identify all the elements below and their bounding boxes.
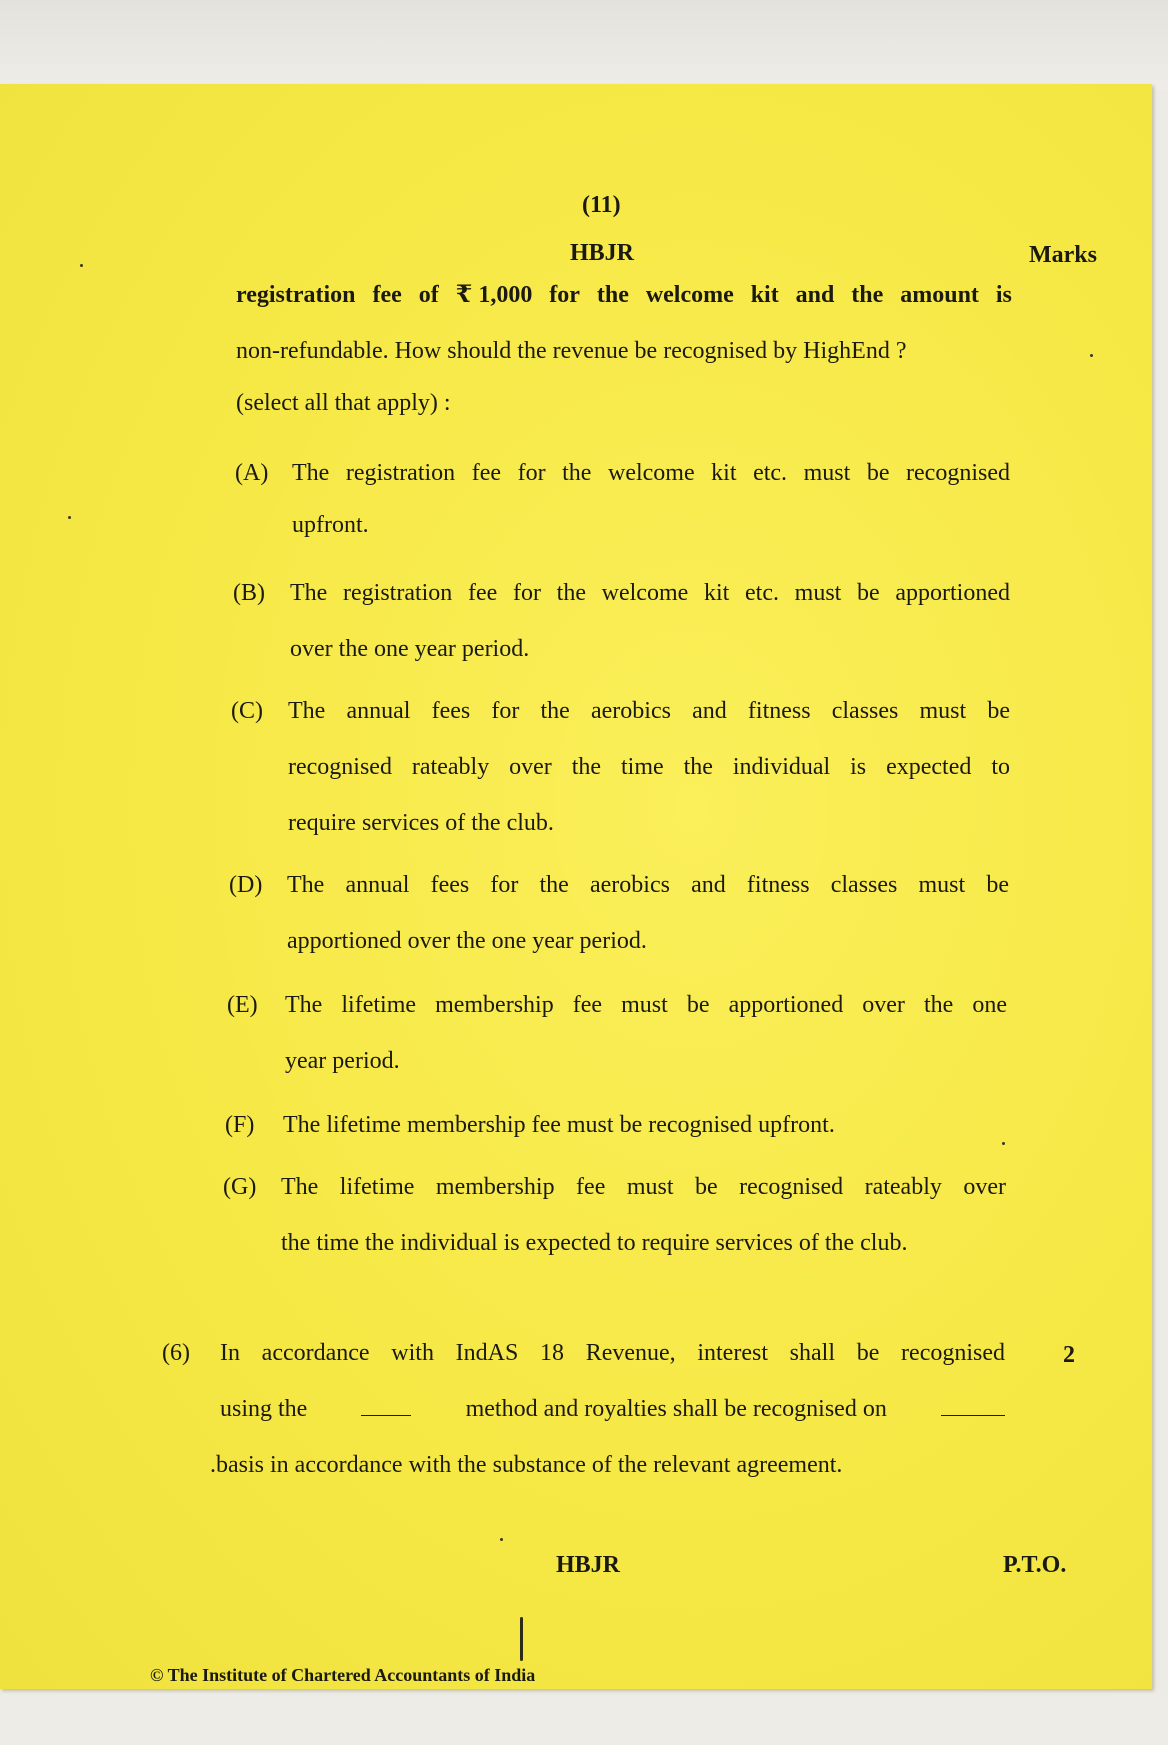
option-b-line-1: The registration fee for the welcome kit etc. must be apportioned: [290, 580, 1010, 606]
scan-speck: [1002, 1142, 1005, 1145]
scan-speck: [500, 1538, 503, 1541]
scan-margin-bottom: [0, 1695, 1168, 1745]
option-c-label: (C): [231, 698, 263, 724]
paper-code: HBJR: [570, 240, 635, 266]
option-b-label: (B): [233, 580, 265, 606]
option-f-line-1: The lifetime membership fee must be recognised upfront.: [283, 1112, 835, 1138]
option-a-line-2: upfront.: [292, 512, 369, 538]
scan-speck: [1090, 354, 1093, 357]
option-g-label: (G): [223, 1174, 257, 1200]
option-d-line-1: The annual fees for the aerobics and fitness classes must be: [287, 872, 1009, 898]
option-a-label: (A): [235, 460, 269, 486]
option-c-line-2: recognised rateably over the time the individual is expected to: [288, 754, 1010, 780]
option-g-line-1: The lifetime membership fee must be recognised rateably over: [281, 1174, 1006, 1200]
answer-blank-2: [941, 1397, 1005, 1416]
option-d-label: (D): [229, 872, 263, 898]
footer-pto: P.T.O.: [1003, 1552, 1067, 1578]
option-f-label: (F): [225, 1112, 255, 1138]
continuation-line-1: registration fee of ₹ 1,000 for the welcome kit and the amount is: [236, 282, 1012, 308]
option-e-label: (E): [227, 992, 258, 1018]
option-c-line-3: require services of the club.: [288, 810, 554, 836]
question-6-line-2: using the method and royalties shall be recognised on: [220, 1394, 1005, 1424]
option-e-line-2: year period.: [285, 1048, 400, 1074]
option-a-line-1: The registration fee for the welcome kit etc. must be recognised: [292, 460, 1010, 486]
marks-heading: Marks: [1029, 242, 1097, 268]
scan-speck: [68, 516, 71, 519]
option-e-line-1: The lifetime membership fee must be apportioned over the one: [285, 992, 1007, 1018]
scan-margin-top: [0, 0, 1168, 90]
page-number: (11): [582, 192, 621, 218]
continuation-line-2: non-refundable. How should the revenue be recognised by HighEnd ?: [236, 338, 907, 364]
scan-speck: [80, 264, 83, 267]
option-g-line-2: the time the individual is expected to require services of the club.: [281, 1230, 908, 1256]
footer-paper-code: HBJR: [556, 1552, 621, 1578]
question-6-line-3: .basis in accordance with the substance of the relevant agreement.: [210, 1452, 843, 1478]
question-6-number: (6): [162, 1340, 190, 1366]
option-b-line-2: over the one year period.: [290, 636, 530, 662]
continuation-line-3: (select all that apply) :: [236, 390, 451, 416]
question-6-marks: 2: [1063, 1342, 1075, 1368]
staple-mark: [520, 1617, 523, 1661]
option-d-line-2: apportioned over the one year period.: [287, 928, 647, 954]
copyright-notice: © The Institute of Chartered Accountants of India: [150, 1665, 536, 1685]
question-6-line-1: In accordance with IndAS 18 Revenue, interest shall be recognised: [220, 1340, 1005, 1366]
answer-blank-1: [361, 1397, 411, 1416]
option-c-line-1: The annual fees for the aerobics and fitness classes must be: [288, 698, 1010, 724]
exam-page: [0, 84, 1152, 1689]
